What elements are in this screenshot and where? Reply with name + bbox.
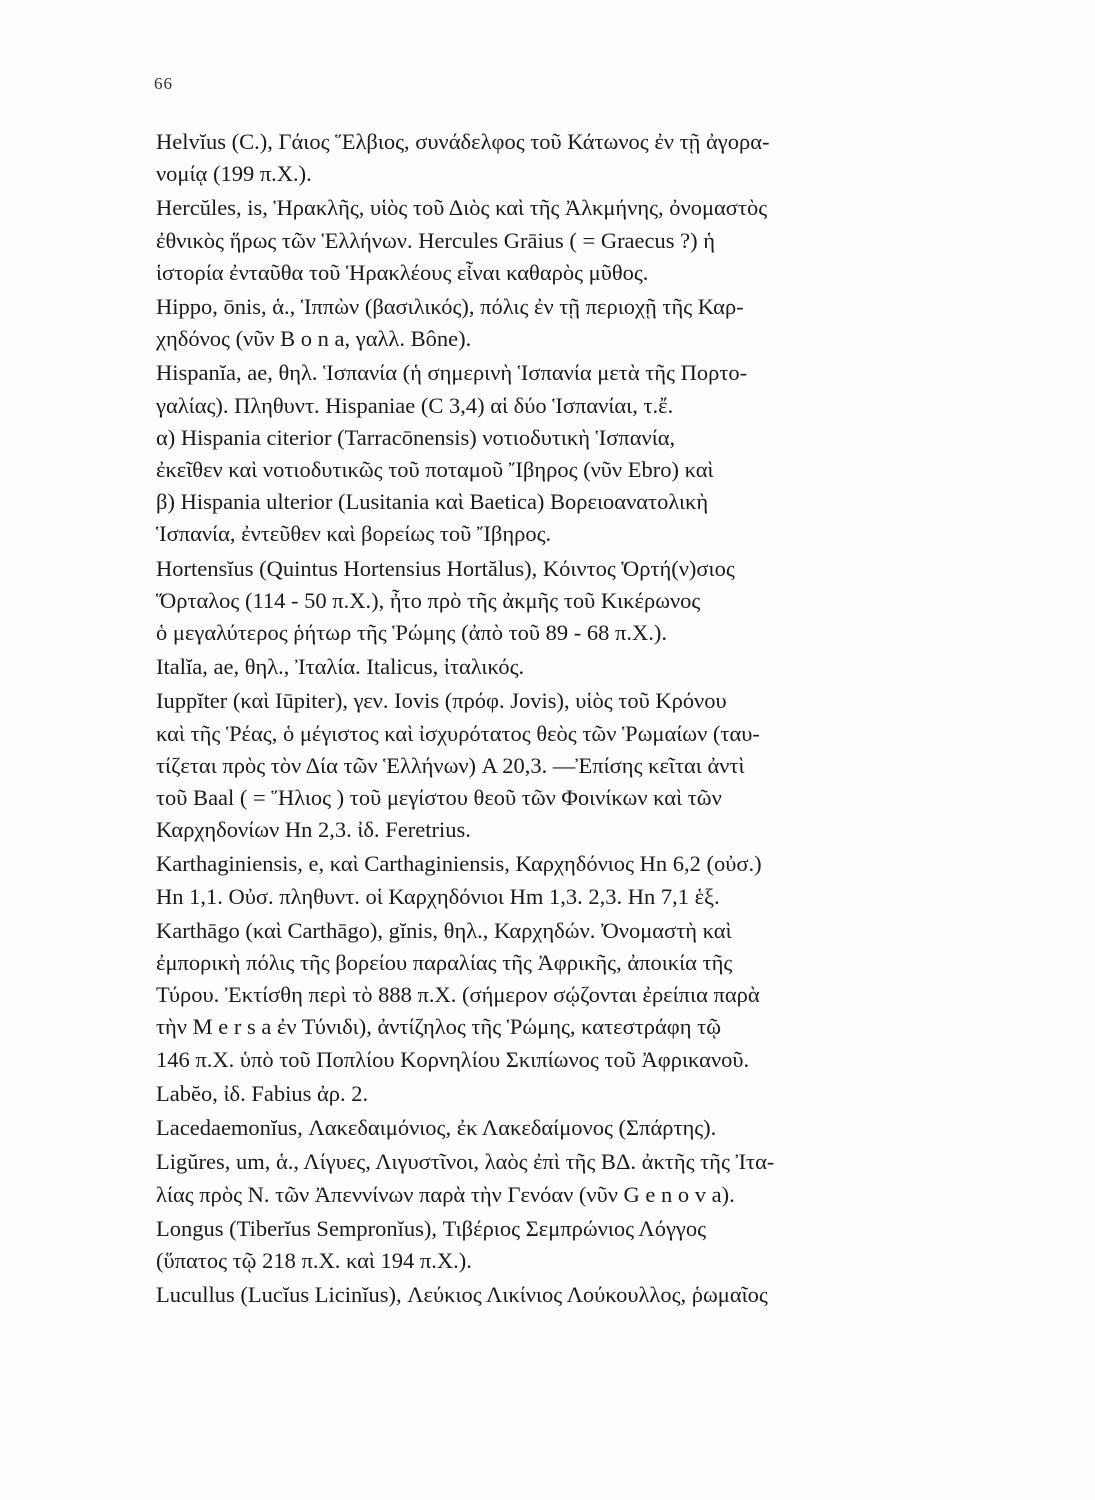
entry-line: νομίᾳ (199 π.Χ.). [156,161,312,187]
page-number: 66 [154,74,173,93]
entry-line: Ligŭres, um, ἁ., Λίγυες, Λιγυστῖνοι, λαὸς ἐπὶ τῆς ΒΔ. ἀκτῆς τῆς Ἰτα- [156,1149,775,1175]
entry-line: Hn 1,1. Οὐσ. πληθυντ. οἱ Καρχηδόνιοι Hm 1,3. 2,3. Hn 7,1 ἑξ. [156,883,720,909]
entry-hortensius [156,553,1016,650]
entry-line: ἐκεῖθεν καὶ νοτιοδυτικῶς τοῦ ποταμοῦ Ἴβηρος (νῦν Ebro) καὶ [156,457,714,483]
entry-line: Helvĭus (C.), Γάιος Ἕλβιος, συνάδελφος τοῦ Κάτωνος ἐν τῇ ἀγορα- [156,129,770,154]
entry-line: Iuppĭter (καὶ Iūpiter), γεν. Iovis (πρόφ. Jovis), υἱὸς τοῦ Κρόνου [156,688,727,714]
entry-line: λίας πρὸς Ν. τῶν Ἀπεννίνων παρὰ τὴν Γενόαν (νῦν G e n o v a). [156,1181,735,1207]
entry-line: Hercŭles, is, Ἡρακλῆς, υἱὸς τοῦ Διὸς καὶ τῆς Ἀλκμήνης, ὀνομαστὸς [156,195,768,221]
entry-iuppiter [156,685,1016,846]
entry-karthago [156,915,1016,1076]
entry-line: ἱστορία ἐνταῦθα τοῦ Ἡρακλέους εἶναι καθαρὸς μῦθος. [156,259,649,285]
entry-line: γαλίας). Πληθυντ. Hispaniae (C 3,4) αἱ δύο Ἱσπανίαι, τ.ἔ. [156,392,674,418]
entry-lucullus [156,1279,1016,1311]
entry-line: α) Hispania citerior (Tarracōnensis) νοτιοδυτικὴ Ἱσπανία, [156,424,676,450]
entry-longus [156,1213,1016,1277]
entry-line: ἐθνικὸς ἥρως τῶν Ἑλλήνων. Hercules Grāius ( = Graecus ?) ἡ [156,227,716,253]
entry-line: Lacedaemonĭus, Λακεδαιμόνιος, ἐκ Λακεδαίμονος (Σπάρτης). [156,1115,717,1141]
entry-line: χηδόνος (νῦν B o n a, γαλλ. Bône). [156,326,472,352]
entry-line: Italĭa, ae, θηλ., Ἰταλία. Italicus, ἰταλικός. [156,654,525,680]
entry-line: τίζεται πρὸς τὸν Δία τῶν Ἑλλήνων) A 20,3. —Ἐπίσης κεῖται ἀντὶ [156,752,745,778]
entry-line: Hippo, ōnis, ἁ., Ἱππὼν (βασιλικός), πόλις ἐν τῇ περιοχῇ τῆς Καρ- [156,294,744,320]
entry-hercules [156,192,1016,289]
entry-helvius [156,126,1016,190]
entry-line: Τύρου. Ἐκτίσθη περὶ τὸ 888 π.Χ. (σήμερον σῴζονται ἐρείπια παρὰ [156,982,760,1008]
entry-line: Καρχηδονίων Hn 2,3. ἰδ. Feretrius. [156,817,471,843]
entry-line: Karthāgo (καὶ Carthāgo), gĭnis, θηλ., Καρχηδών. Ὀνομαστὴ καὶ [156,917,732,943]
entry-line: Hortensĭus (Quintus Hortensius Hortălus), Κόιντος Ὁρτή(ν)σιος [156,555,735,581]
glossary-entries [156,126,1016,1313]
entry-line: Longus (Tiberĭus Sempronĭus), Τιβέριος Σεμπρώνιος Λόγγος [156,1215,707,1241]
entry-line: Lucullus (Lucĭus Licinĭus), Λεύκιος Λικίνιος Λούκουλλος, ῥωμαῖος [156,1282,768,1308]
entry-line: τὴν M e r s a ἐν Τύνιδι), ἀντίζηλος τῆς Ῥώμης, κατεστράφη τῷ [156,1014,722,1040]
entry-line: β) Hispania ulterior (Lusitania καὶ Baetica) Βορειοανατολικὴ [156,489,709,515]
entry-ligures [156,1146,1016,1210]
entry-line: Labĕo, ἰδ. Fabius ἀρ. 2. [156,1080,369,1106]
entry-line: Karthaginiensis, e, καὶ Carthaginiensis, Καρχηδόνιος Hn 6,2 (οὐσ.) [156,851,762,877]
entry-line: ὁ μεγαλύτερος ῥήτωρ τῆς Ῥώμης (ἀπὸ τοῦ 89 - 68 π.Χ.). [156,620,667,646]
entry-labeo [156,1078,1016,1110]
entry-line: ἐμπορικὴ πόλις τῆς βορείου παραλίας τῆς Ἀφρικῆς, ἀποικία τῆς [156,950,733,976]
entry-line: καὶ τῆς Ῥέας, ὁ μέγιστος καὶ ἰσχυρότατος θεὸς τῶν Ῥωμαίων (ταυ- [156,720,760,746]
entry-line: Ὅρταλος (114 - 50 π.Χ.), ἦτο πρὸ τῆς ἀκμῆς τοῦ Κικέρωνος [156,587,701,613]
entry-line: Ἱσπανία, ἐντεῦθεν καὶ βορείως τοῦ Ἴβηρος. [156,521,552,547]
entry-line: (ὕπατος τῷ 218 π.Χ. καὶ 194 π.Χ.). [156,1247,472,1273]
entry-karthaginiensis [156,848,1016,912]
entry-lacedaemonius [156,1112,1016,1144]
entry-line: Hispanĭa, ae, θηλ. Ἱσπανία (ἡ σημερινὴ Ἱσπανία μετὰ τῆς Πορτο- [156,360,748,386]
entry-hippo [156,291,1016,355]
entry-italia [156,651,1016,683]
entry-line: 146 π.Χ. ὑπὸ τοῦ Ποπλίου Κορνηλίου Σκιπίωνος τοῦ Ἀφρικανοῦ. [156,1046,750,1072]
entry-hispania [156,357,1016,550]
entry-line: τοῦ Baal ( = Ἥλιος ) τοῦ μεγίστου θεοῦ τῶν Φοινίκων καὶ τῶν [156,785,722,811]
